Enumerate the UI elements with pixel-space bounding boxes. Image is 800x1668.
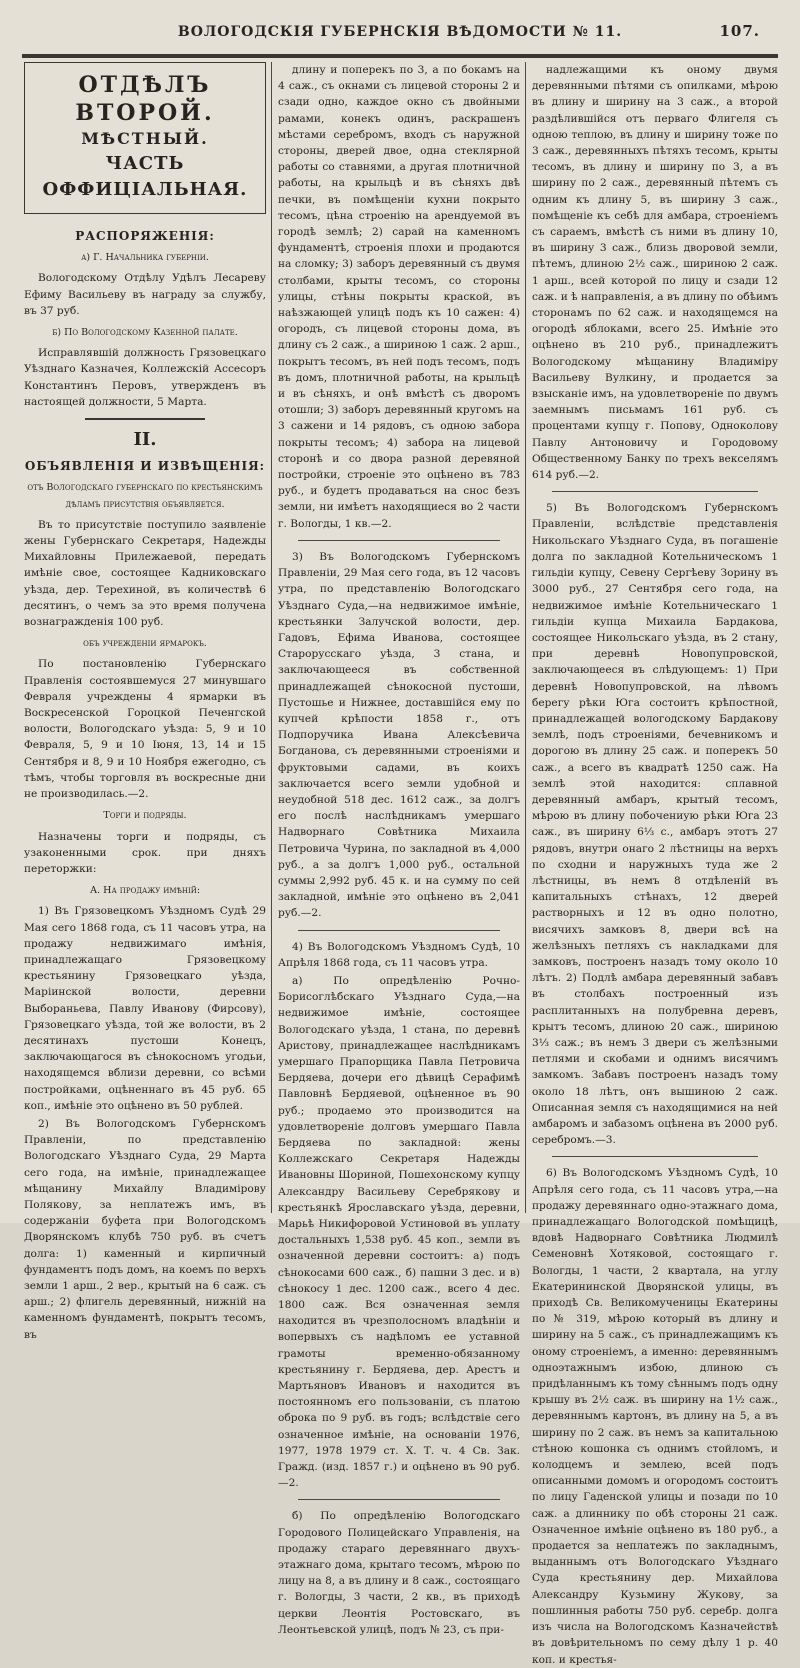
column-1	[24, 62, 266, 1341]
column-3	[532, 62, 778, 1666]
paragraph: Исправлявшій должность Грязовецкаго Уѣзднаго Казначея, Коллежскій Ассесоръ Константинъ Перовъ, утвержденъ въ настоящей должности, 5 Марта.	[24, 347, 266, 408]
orders-subheading: а) Г. Начальника губерніи.	[81, 252, 209, 264]
paragraph: Въ то присутствіе поступило заявленіе жены Губернскаго Секретаря, Надежды Михайловны Прилежаевой, передать имѣніе свое, состоящее Кадниковскаго уѣзда, дер. Терехиной, въ количествѣ 6 десятинъ, о чемъ за это время получена вознагражденія 100 руб.	[24, 518, 266, 629]
paragraph: 1) Въ Грязовецкомъ Уѣздномъ Судѣ 29 Мая сего 1868 года, съ 11 часовъ утра, на продажу недвижимаго имѣнія, принадлежащаго Грязовецкому крестьянину Грязовецкаго уѣзда, Маріинской волости, деревни Выбораньева, Павлу Иванову (Фирсову), Грязовецкаго уѣзда, той же волости, въ 2 десятинахъ пустоши Конецъ, заключающагося въ сѣнокосномъ угодьи, находящемся вблизи деревни, со всѣми постройками, оцѣненнаго въ 45 руб. 65 коп., имѣніе это оцѣнено въ 50 рублей.	[24, 905, 266, 1112]
sale-subheading: А. На продажу имѣній:	[89, 885, 201, 897]
orders-subheading-2: б) По Вологодскому Казенной палате.	[52, 327, 238, 339]
column-rule-2	[525, 62, 526, 1213]
divider	[298, 930, 500, 931]
divider	[298, 540, 500, 541]
paragraph: 6) Въ Вологодскомъ Уѣздномъ Судѣ, 10 Апрѣля сего года, съ 11 часовъ утра,—на продажу деревяннаго одно-этажнаго дома, принадлежащаго Вологодской помѣщицѣ, вдовѣ Надворнаго Совѣтника Людмилѣ Семеновнѣ Хотяковой, состоящаго г. Вологды, 1 части, 2 квартала, на углу Екатерининской Дворянской улицы, въ приходѣ Св. Великомученицы Екатерины по № 319, мѣрою который въ длину и ширину на 5 саж., съ принадлежащимъ къ оному строеніемъ, а именно: деревяннымъ одноэтажнымъ избою, длиною съ придѣланнымъ къ тому сѣннымъ подъ одну крышу въ 2½ саж. въ ширину на 1½ саж., деревяннымъ картонъ, въ длину на 5, а въ ширину по 2 саж. въ немъ за капитальною стѣною кошонка съ однимъ стойломъ, и колодцемъ и землею, всей подъ описанными домомъ и огородомъ состоитъ по лицу Гаденской улицы и позади по 10 саж. а длиннику по обѣ стороны 21 саж. Означенное имѣніе оцѣнено въ 180 руб., а продается за неплатежъ по закладнымъ, выданнымъ отъ Вологодскаго Уѣзднаго Суда крестьянину дер. Михайлова Александру Кузьмину Жукову, за пошлинныя работы 750 руб. серебр. долга изъ числа на Вологодскомъ Казначействѣ въ довѣрительномъ по сему дѣлу 1 р. 40 коп. и крестья-	[532, 1167, 778, 1666]
fairs-subheading: объ учрежденіи ярмарокъ.	[83, 638, 207, 650]
paragraph: а) По опредѣленію Рочно-Борисоглѣбскаго Уѣзднаго Суда,—на недвижимое имѣніе, состоящее Вологодскаго уѣзда, 1 стана, по деревнѣ Аристову, принадлежащее наслѣдникамъ умершаго Прапорщика Павла Петровича Бердяева, дочери его дѣвицѣ Серафимѣ Павловнѣ Бердяевой, оцѣненное въ 90 руб.; продаемо это производится на удовлетвореніе долговъ умершаго Павла Бердяева по закладной: жены Коллежскаго Секретаря Надежды Ивановны Шориной, Пошехонскому купцу Александру Васильеву Серебрякову и крестьянкѣ Ярославскаго уѣзда, деревни, Марьѣ Никифоровой Устиновой въ уплату достальныхъ 1,538 руб. 45 коп., земли въ означенной деревни состоитъ: а) подъ сѣнокосами 600 саж., б) пашни 3 дес. и в) сѣнокосу 1 дес. 1200 саж., всего 4 дес. 1800 саж. Вся означенная земля находится въ чрезполосномъ владѣніи и вопервыхъ съ надѣломъ ее уставной грамоты временно-обязанному крестьянину г. Бердяева, дер. Арестъ и Мартьяновъ Ивановъ и находится въ постоянномъ его пользованіи, съ платою оброка по 9 руб. въ годъ; вслѣдствіе сего означенное имѣніе, на основаніи 1976, 1977, 1978 1979 ст. Х. Т. ч. 4 Св. Зак. Гражд. (изд. 1857 г.) и оцѣнено въ 90 руб.—2.	[278, 974, 520, 1490]
orders-heading: РАСПОРЯЖЕНІЯ:	[75, 229, 215, 243]
section-title-box	[24, 62, 266, 214]
notices-subheading: отъ Вологодскаго губернскаго по крестьянскимъ дѣламъ присутствія объявляется.	[27, 482, 263, 510]
running-head	[30, 18, 770, 46]
paragraph: надлежащими къ оному двумя деревянными пѣтями съ опилками, мѣрою въ длину и ширину на 3 саж., а второй раздѣлившійся отъ перваго Флигеля съ одною теплою, въ длину и ширину тоже по 3 саж., деревянныхъ пѣтяхъ тесомъ, крыты тесомъ, въ длину и ширину по 3, а въ ширину по 2 саж., деревянный пѣтемъ съ одним къ длину 5, въ ширину 3 саж., помѣщеніе къ себѣ для амбара, строеніемъ съ сараемъ, вмѣстѣ съ ними въ длину 10, въ ширину 3 саж., близь дворовой земли, пѣтемъ, длиною 2½ саж., шириною 2 саж. 1 арш., всей которой по лицу и сзади 12 саж. и ѣ направленія, а въ длину по обѣимъ сторонамъ по 62 саж. и находящемся на огородѣ яблоками, всего 25. Имѣніе это оцѣнено въ 210 руб., принадлежитъ Вологодскому мѣщанину Владиміру Васильеву Вулкину, и продается за взысканіе имъ, на удовлетвореніе по двумъ заемнымъ письмамъ 161 руб. съ процентами купцу г. Попову, Одноколову Павлу Антоновичу и Городовому Общественному Банку по трехъ векселямъ 614 руб.—2.	[532, 64, 778, 482]
section-part: ЧАСТЬ ОФФИЦІАЛЬНАЯ.	[42, 153, 248, 200]
section-subtitle: МѢСТНЫЙ.	[81, 129, 209, 148]
section-numeral: II.	[133, 429, 157, 451]
short-rule	[85, 418, 205, 420]
paragraph: Назначены торги и подряды, съ узаконенными срок. при дняхъ переторжки:	[24, 830, 266, 875]
notices-heading: ОБЪЯВЛЕНІЯ И ИЗВѢЩЕНІЯ:	[24, 459, 266, 474]
paragraph: длину и поперекъ по 3, а по бокамъ на 4 саж., съ окнами съ лицевой стороны 2 и сзади одно, каждое окно съ двойными рамами, конекъ одинъ, раскрашенъ мѣстами серебромъ, входъ съ наружной стороны, дверей двое, одна стеклярной работы со ставнями, а другая плотничной работы, на крыльцѣ и въ сѣняхъ двѣ печки, въ помѣщеніи кухни покрыто тесомъ, цѣна строенію на арендуемой въ городѣ землѣ; 2) сарай на каменномъ фундаментѣ, строенія плохи и продаются на сломку; 3) заборъ деревянный съ двумя столбами, крыты тесомъ, со стороны улицы, стѣны покрыты краской, въ наѣзжающей улицѣ подъ къ 10 сажен: 4) огородъ, съ лицевой стороны дома, въ длину съ 2 саж., а шириною 1 саж. 2 арш., покрытъ тесомъ, въ ней подъ тесомъ, подъ въ домъ, плотничной работы, на крыльцѣ и въ сѣняхъ, и онѣ вмѣстѣ съ дворомъ отошли; 3) заборъ деревянный кругомъ на 3 сажени и 14 рядовъ, съ одною забора покрыты тесомъ; 4) забора на лицевой сторонѣ и со двора разной деревяной постройки, строеніе это оцѣнено въ 783 руб., и будетъ продаваться на снос безъ земли, ни имѣетъ находящиеся во 2 части г. Вологды, 1 кв.—2.	[278, 64, 520, 530]
page-number: 107.	[719, 22, 760, 40]
divider	[552, 1156, 758, 1157]
top-rule	[22, 54, 778, 58]
paragraph: 2) Въ Вологодскомъ Губернскомъ Правленіи, по представленію Вологодскаго Уѣзднаго Суда, 29 Марта сего года, на имѣніе, принадлежащее мѣщанину Михайлу Владимірову Полякову, за неплатежъ имъ, въ содержаніи буфета при Вологодскомъ Дворянскомъ клубѣ 750 руб. въ счетъ долга: 1) каменный и кирпичный фундаментъ подъ домъ, на коемъ по верхъ земли 1 арш., 2 вер., крытый на 6 саж. съ арш.; 2) флигель деревянный, нижній на каменномъ фундаментѣ, покрытъ тесомъ, въ	[24, 1117, 266, 1341]
paragraph: 5) Въ Вологодскомъ Губернскомъ Правленіи, вслѣдствіе представленія Никольскаго Уѣзднаго Суда, въ погашеніе долга по закладной Котельническомъ 1 гильдіи купцу, Севену Сергѣеву Зорину въ 3000 руб., 27 Сентября сего года, на недвижимое имѣніе Котельническаго 1 гильдіи купца Михаила Бардакова, состоящее Никольскаго уѣзда, въ 2 стану, при деревнѣ Новопупровской, заключающееся въ слѣдующемъ: 1) При деревнѣ Новопупровской, на лѣвомъ берегу рѣки Юга состоитъ крѣпостной, принадлежащей вологодскому Бардакову землѣ, подъ строеніями, бечевникомъ и дорогою въ длину 25 саж. и поперекъ 50 саж., а всего въ квадратѣ 1250 саж. На землѣ этой находится: сплавной деревянный амбаръ, крытый тесомъ, мѣрою въ длину побочениую рѣки Юга 23 саж., въ ширину 6⅓ с., амбаръ этотъ 27 рядовъ, внутри онаго 2 лѣстницы на верхъ по сходни и наружныхъ туда же 2 лѣстницы, въ немъ 8 отдѣленій въ капитальныхъ стѣнахъ, 12 дверей растворныхъ и 12 въ одно полотно, висячихъ замковъ 8, двери всѣ на желѣзныхъ петляхъ съ накладками для замковъ, построенъ назадъ тому около 10 лѣтъ. 2) Подлѣ амбара деревянный забавъ въ столбахъ построенный изъ расплитанныхъ на полубревна деревъ, крытъ тесомъ, длиною 20 саж., шириною 3⅓ саж.; въ немъ 3 двери съ желѣзными петлями и скобами и однимъ висячимъ замкомъ. Забавъ построенъ назадъ тому около 18 лѣтъ, онъ вышиною 2 саж. Описанная земля съ находящимися на ней амбаромъ и забазомъ оцѣнена въ 2000 руб. серебромъ.—3.	[532, 502, 778, 1147]
column-rule-1	[271, 62, 272, 1213]
paragraph: 3) Въ Вологодскомъ Губернскомъ Правленіи, 29 Мая сего года, въ 12 часовъ утра, по представленію Вологодскаго Уѣзднаго Суда,—на недвижимое имѣніе, крестьянки Залучской волости, дер. Гадовъ, Ефима Иванова, состоящее Старорусскаго уѣзда, 3 стана, и заключающееся въ собственной принадлежащей сѣнокосной пустоши, Пустошье и Нижнее, доставшійся ему по купчей крѣпости 1858 г., отъ Подпоручика Ивана Алексѣевича Богданова, съ деревянными строеніями и фруктовыми садами, въ коихъ заключается всего земли удобной и неудобной 518 дес. 1612 саж., за долгъ его послѣ наслѣдникамъ умершаго Надворнаго Совѣтника Михаила Петровича Чурина, по закладной въ 4,000 руб., а за долгъ 1,000 руб., остальной суммы 2,992 руб. 45 к. и на сумму по сей закладной, имѣніе это оцѣнено въ 2,041 руб.—2.	[278, 550, 520, 920]
divider	[552, 491, 758, 492]
paragraph: По постановленію Губернскаго Правленія состоявшемуся 27 минувшаго Февраля учреждены 4 ярмарки въ Воскресенской Гороцкой Печенгской волости, Вологодскаго уѣзда: 5, 9 и 10 Февраля, 5, 9 и 10 Іюня, 13, 14 и 15 Сентября и 8, 9 и 10 Ноября ежегодно, съ тѣмъ, чтобы торговля въ воскресные дни не производилась.—2.	[24, 658, 266, 801]
section-title: ОТДѢЛЪ ВТОРОЙ.	[75, 72, 215, 126]
newspaper-title: ВОЛОГОДСКІЯ ГУБЕРНСКІЯ ВѢДОМОСТИ № 11.	[177, 24, 623, 40]
paragraph: Вологодскому Отдѣлу Удѣлъ Лесареву Ефиму Васильеву въ награду за службу, въ 37 руб.	[24, 272, 266, 317]
column-2	[278, 62, 520, 1636]
auctions-subheading: Торги и подряды.	[103, 810, 187, 822]
paragraph: б) По опредѣленію Вологодскаго Городового Полицейскаго Управленія, на продажу стараго деревяннаго двухъ-этажнаго дома, крытаго тесомъ, мѣрою по лицу на 8, а въ длину и 8 саж., состоящаго г. Вологды, 3 части, 2 кв., въ приходѣ церкви Леонтія Ростовскаго, въ Леонтьевской улицѣ, подъ № 23, съ при-	[278, 1510, 520, 1636]
divider	[298, 1499, 500, 1500]
paragraph: 4) Въ Вологодскомъ Уѣздномъ Судѣ, 10 Апрѣля 1868 года, съ 11 часовъ утра.	[278, 940, 520, 969]
